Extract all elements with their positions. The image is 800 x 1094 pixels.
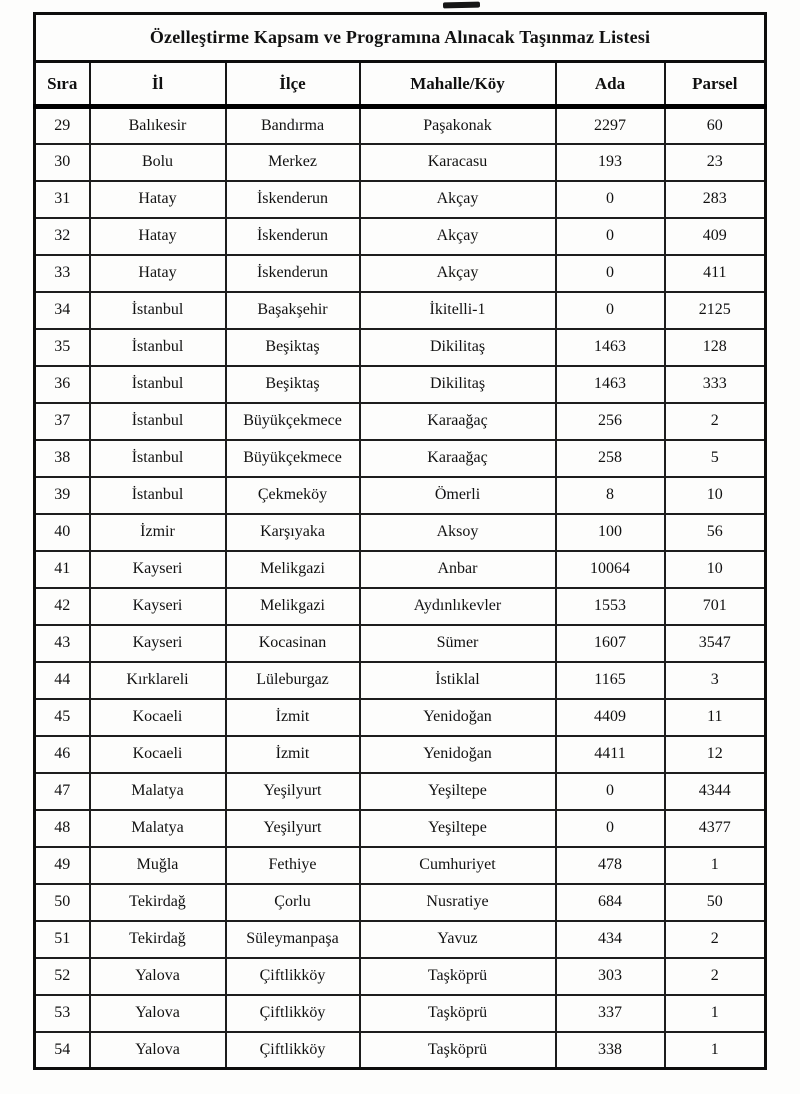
table-row	[35, 551, 766, 588]
table-cell: Dikilitaş	[360, 366, 556, 403]
table-row	[35, 588, 766, 625]
table-cell: İzmit	[226, 699, 360, 736]
table-cell: Karşıyaka	[226, 514, 360, 551]
table-cell: İzmit	[226, 736, 360, 773]
table-cell: 47	[35, 773, 90, 810]
table-cell: 701	[665, 588, 766, 625]
table-cell: Kayseri	[90, 588, 226, 625]
table-cell: 37	[35, 403, 90, 440]
table-cell: Büyükçekmece	[226, 403, 360, 440]
table-cell: Hatay	[90, 181, 226, 218]
table-cell: 34	[35, 292, 90, 329]
table-cell: Malatya	[90, 773, 226, 810]
table-row	[35, 810, 766, 847]
table-cell: Bolu	[90, 144, 226, 181]
table-row	[35, 440, 766, 477]
table-cell: 51	[35, 921, 90, 958]
column-header-sira: Sıra	[35, 62, 90, 107]
table-cell: Anbar	[360, 551, 556, 588]
table-cell: 12	[665, 736, 766, 773]
table-cell: İstanbul	[90, 440, 226, 477]
table-cell: 60	[665, 107, 766, 144]
table-row	[35, 1032, 766, 1069]
table-cell: Karaağaç	[360, 440, 556, 477]
table-cell: 43	[35, 625, 90, 662]
table-cell: 0	[556, 810, 665, 847]
table-cell: 23	[665, 144, 766, 181]
table-row	[35, 847, 766, 884]
table-cell: 411	[665, 255, 766, 292]
table-cell: 1	[665, 995, 766, 1032]
table-cell: 52	[35, 958, 90, 995]
table-cell: 4377	[665, 810, 766, 847]
table-row	[35, 403, 766, 440]
table-cell: 258	[556, 440, 665, 477]
table-cell: 35	[35, 329, 90, 366]
table-cell: 256	[556, 403, 665, 440]
table-cell: 478	[556, 847, 665, 884]
table-cell: 5	[665, 440, 766, 477]
table-cell: 1165	[556, 662, 665, 699]
table-cell: Cumhuriyet	[360, 847, 556, 884]
table-cell: Yeşilyurt	[226, 810, 360, 847]
table-cell: 100	[556, 514, 665, 551]
table-cell: İstiklal	[360, 662, 556, 699]
table-row	[35, 958, 766, 995]
table-cell: 4409	[556, 699, 665, 736]
table-cell: İstanbul	[90, 329, 226, 366]
table-cell: 0	[556, 218, 665, 255]
table-cell: 4344	[665, 773, 766, 810]
table-cell: Yenidoğan	[360, 736, 556, 773]
table-cell: İskenderun	[226, 255, 360, 292]
table-cell: Tekirdağ	[90, 921, 226, 958]
table-cell: 1	[665, 847, 766, 884]
table-cell: Aksoy	[360, 514, 556, 551]
table-cell: Lüleburgaz	[226, 662, 360, 699]
table-row	[35, 921, 766, 958]
table-cell: 283	[665, 181, 766, 218]
table-cell: 33	[35, 255, 90, 292]
table-cell: 1	[665, 1032, 766, 1069]
table-head	[35, 14, 766, 107]
table-cell: 30	[35, 144, 90, 181]
table-cell: Yeşiltepe	[360, 810, 556, 847]
table-cell: 2297	[556, 107, 665, 144]
table-row	[35, 144, 766, 181]
table-cell: 10	[665, 477, 766, 514]
table-cell: Hatay	[90, 218, 226, 255]
table-row	[35, 514, 766, 551]
table-cell: Yeşiltepe	[360, 773, 556, 810]
table-cell: Merkez	[226, 144, 360, 181]
table-cell: 46	[35, 736, 90, 773]
table-cell: Dikilitaş	[360, 329, 556, 366]
table-cell: 333	[665, 366, 766, 403]
table-cell: 3	[665, 662, 766, 699]
table-cell: 38	[35, 440, 90, 477]
table-cell: İstanbul	[90, 366, 226, 403]
table-cell: 10	[665, 551, 766, 588]
table-cell: İstanbul	[90, 477, 226, 514]
table-row	[35, 255, 766, 292]
table-cell: Akçay	[360, 181, 556, 218]
table-cell: Çorlu	[226, 884, 360, 921]
table-row	[35, 995, 766, 1032]
table-cell: 1607	[556, 625, 665, 662]
table-row	[35, 218, 766, 255]
title-row	[35, 14, 766, 62]
table-cell: 128	[665, 329, 766, 366]
table-cell: Bandırma	[226, 107, 360, 144]
table-cell: 0	[556, 181, 665, 218]
table-cell: Kırklareli	[90, 662, 226, 699]
table-cell: 39	[35, 477, 90, 514]
table-cell: 1463	[556, 366, 665, 403]
table-cell: 684	[556, 884, 665, 921]
table-cell: Kayseri	[90, 551, 226, 588]
table-cell: 2	[665, 403, 766, 440]
table-cell: 45	[35, 699, 90, 736]
table-cell: Başakşehir	[226, 292, 360, 329]
table-cell: 337	[556, 995, 665, 1032]
table-cell: 2125	[665, 292, 766, 329]
column-header-il: İl	[90, 62, 226, 107]
table-row	[35, 292, 766, 329]
table-cell: Beşiktaş	[226, 329, 360, 366]
header-row	[35, 62, 766, 107]
table-cell: Çiftlikköy	[226, 958, 360, 995]
table-cell: Büyükçekmece	[226, 440, 360, 477]
table-cell: Ömerli	[360, 477, 556, 514]
table-row	[35, 107, 766, 144]
table-cell: 42	[35, 588, 90, 625]
table-cell: Yeşilyurt	[226, 773, 360, 810]
table-cell: Kocaeli	[90, 736, 226, 773]
table-cell: Aydınlıkevler	[360, 588, 556, 625]
table-cell: Fethiye	[226, 847, 360, 884]
table-cell: 8	[556, 477, 665, 514]
table-row	[35, 773, 766, 810]
table-cell: 2	[665, 921, 766, 958]
table-cell: Kayseri	[90, 625, 226, 662]
table-cell: Hatay	[90, 255, 226, 292]
table-cell: 41	[35, 551, 90, 588]
table-row	[35, 699, 766, 736]
table-cell: 1553	[556, 588, 665, 625]
table-cell: 303	[556, 958, 665, 995]
table-cell: Balıkesir	[90, 107, 226, 144]
table-cell: 50	[665, 884, 766, 921]
table-cell: Çekmeköy	[226, 477, 360, 514]
column-header-parsel: Parsel	[665, 62, 766, 107]
table-cell: 11	[665, 699, 766, 736]
table-cell: 2	[665, 958, 766, 995]
table-cell: 48	[35, 810, 90, 847]
table-cell: Yalova	[90, 995, 226, 1032]
table-cell: Kocaeli	[90, 699, 226, 736]
table-cell: Nusratiye	[360, 884, 556, 921]
table-cell: Muğla	[90, 847, 226, 884]
table-row	[35, 181, 766, 218]
table-cell: 0	[556, 292, 665, 329]
table-cell: 409	[665, 218, 766, 255]
table-body	[35, 107, 766, 1069]
table-cell: 49	[35, 847, 90, 884]
table-cell: 40	[35, 514, 90, 551]
table-cell: 32	[35, 218, 90, 255]
column-header-ilce: İlçe	[226, 62, 360, 107]
table-cell: Melikgazi	[226, 551, 360, 588]
table-cell: Yenidoğan	[360, 699, 556, 736]
table-cell: 1463	[556, 329, 665, 366]
table-cell: 4411	[556, 736, 665, 773]
table-cell: Paşakonak	[360, 107, 556, 144]
table-cell: Yavuz	[360, 921, 556, 958]
table-cell: 338	[556, 1032, 665, 1069]
table-row	[35, 662, 766, 699]
table-cell: 0	[556, 255, 665, 292]
table-cell: Malatya	[90, 810, 226, 847]
document-title: Özelleştirme Kapsam ve Programına Alınacak Taşınmaz Listesi	[35, 14, 766, 62]
table-cell: 0	[556, 773, 665, 810]
table-cell: Melikgazi	[226, 588, 360, 625]
table-cell: Tekirdağ	[90, 884, 226, 921]
table-cell: 193	[556, 144, 665, 181]
table-cell: 29	[35, 107, 90, 144]
table-cell: Akçay	[360, 218, 556, 255]
table-cell: İskenderun	[226, 218, 360, 255]
table-cell: 3547	[665, 625, 766, 662]
table-cell: Çiftlikköy	[226, 995, 360, 1032]
table-cell: Taşköprü	[360, 995, 556, 1032]
scan-artifact-mark	[443, 2, 480, 9]
table-row	[35, 884, 766, 921]
table-cell: Taşköprü	[360, 1032, 556, 1069]
table-cell: 10064	[556, 551, 665, 588]
table-cell: Taşköprü	[360, 958, 556, 995]
table-cell: Yalova	[90, 1032, 226, 1069]
table-row	[35, 736, 766, 773]
table-cell: 31	[35, 181, 90, 218]
table-cell: Karaağaç	[360, 403, 556, 440]
table-cell: Kocasinan	[226, 625, 360, 662]
table-row	[35, 477, 766, 514]
table-cell: Sümer	[360, 625, 556, 662]
table-cell: Çiftlikköy	[226, 1032, 360, 1069]
table-cell: Süleymanpaşa	[226, 921, 360, 958]
table-cell: İstanbul	[90, 292, 226, 329]
table-cell: 36	[35, 366, 90, 403]
table-cell: Akçay	[360, 255, 556, 292]
table-cell: Beşiktaş	[226, 366, 360, 403]
table-cell: 54	[35, 1032, 90, 1069]
table-cell: Karacasu	[360, 144, 556, 181]
table-cell: Yalova	[90, 958, 226, 995]
property-table	[33, 12, 767, 1070]
table-row	[35, 366, 766, 403]
table-cell: 56	[665, 514, 766, 551]
table-cell: İskenderun	[226, 181, 360, 218]
table-row	[35, 625, 766, 662]
column-header-mahalle-koy: Mahalle/Köy	[360, 62, 556, 107]
table-cell: 44	[35, 662, 90, 699]
table-cell: 434	[556, 921, 665, 958]
table-cell: İkitelli-1	[360, 292, 556, 329]
table-cell: 50	[35, 884, 90, 921]
table-cell: 53	[35, 995, 90, 1032]
column-header-ada: Ada	[556, 62, 665, 107]
table-cell: İzmir	[90, 514, 226, 551]
table-row	[35, 329, 766, 366]
table-cell: İstanbul	[90, 403, 226, 440]
